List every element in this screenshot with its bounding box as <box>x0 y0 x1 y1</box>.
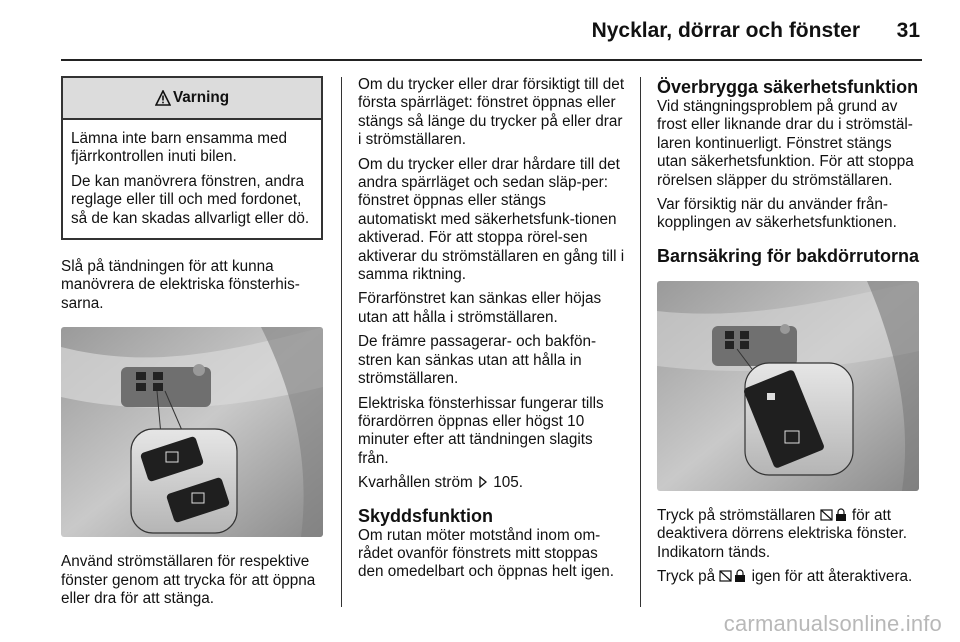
paragraph-bypass: Vid stängningsproblem på grund av frost eller liknande drar du i strömstäl-laren kontinuerligt. Fönstret stängs utan säkerhetsfunktion. För att stoppa rörelsen släpper du strömställaren. <box>657 98 914 189</box>
page-number: 31 <box>896 19 920 42</box>
warning-paragraph-2: De kan manövrera fönstren, andra reglage eller till och med fordonet, så de kan skadas allvarligt eller dö. <box>71 172 310 227</box>
warning-box <box>61 76 323 240</box>
paragraph-second-detent: Om du trycker eller drar hårdare till det andra spärrläget och sedan släp-per: fönstret öppnas eller stängs automatiskt med säkerhetsfunk-tionen aktiverad. För att stoppa rörel-sen aktiverar du strömställaren en gång till i samma riktning. <box>358 155 625 284</box>
child-lock-reactivate-a: Tryck på <box>657 568 716 586</box>
heading-child-lock: Barnsäkring för bakdörrutorna <box>657 245 920 266</box>
header-rule <box>61 59 922 61</box>
warning-title: Varning <box>172 88 230 106</box>
paragraph-power-duration: Elektriska fönsterhissar fungerar tills förardörren öppnas eller högst 10 minuter efter att tändningen slagits från. <box>358 394 604 467</box>
window-switch-photo <box>61 327 323 537</box>
warning-triangle-icon <box>155 90 171 106</box>
retained-power-text: Kvarhållen ström <box>358 474 473 492</box>
child-lock-text-b: för att deaktivera dörrens elektriska fönster. Indikatorn tänds. <box>657 506 907 561</box>
paragraph-child-lock-reactivate <box>657 568 922 586</box>
child-lock-text-a: Tryck på strömställaren <box>657 506 816 524</box>
warning-body <box>63 120 321 238</box>
paragraph-first-detent: Om du trycker eller drar försiktigt till det första spärrläget: fönstret öppnas eller stängs så länge du trycker på eller drar i strömställaren. <box>358 76 625 149</box>
paragraph-passenger-windows: De främre passagerar- och bakfön-stren kan sänkas utan att hålla in strömställaren. <box>358 333 597 388</box>
paragraph-caution: Var försiktig när du använder från-kopplingen av säkerhetsfunktionen. <box>657 196 897 232</box>
column-right <box>657 76 922 592</box>
paragraph-child-lock-activate <box>657 507 922 562</box>
child-lock-window-icon <box>820 508 848 522</box>
paragraph-use-switch: Använd strömställaren för respektive fönster genom att trycka för att öppna eller dra för att stänga. <box>61 553 316 608</box>
heading-bypass-safety: Överbrygga säkerhetsfunktion <box>657 77 919 97</box>
paragraph-protection: Om rutan möter motstånd inom om-rådet ovanför fönstrets mitt stoppas den omedelbart och öppnas helt igen. <box>358 526 614 581</box>
header-title: Nycklar, dörrar och fönster <box>591 19 860 42</box>
child-lock-photo <box>657 281 919 491</box>
paragraph-retained-power <box>358 474 626 492</box>
child-lock-reactivate-b: igen för att återaktivera. <box>751 568 913 586</box>
retained-power-ref[interactable]: 105. <box>493 474 524 492</box>
paragraph-ignition: Slå på tändningen för att kunna manövrera de elektriska fönsterhis-sarna. <box>61 258 300 312</box>
column-divider-right <box>640 77 641 607</box>
child-lock-window-icon <box>719 569 747 583</box>
column-middle <box>358 76 626 588</box>
heading-protection: Skyddsfunktion <box>358 505 494 526</box>
warning-header <box>63 78 321 120</box>
column-left <box>61 76 325 614</box>
warning-paragraph-1: Lämna inte barn ensamma med fjärrkontrollen inuti bilen. <box>71 130 287 166</box>
watermark: carmanualsonline.info <box>723 611 942 636</box>
paragraph-driver-window: Förarfönstret kan sänkas eller höjas utan att hålla i strömställaren. <box>358 290 602 326</box>
column-divider-left <box>341 77 342 607</box>
page-reference-icon <box>479 476 487 488</box>
